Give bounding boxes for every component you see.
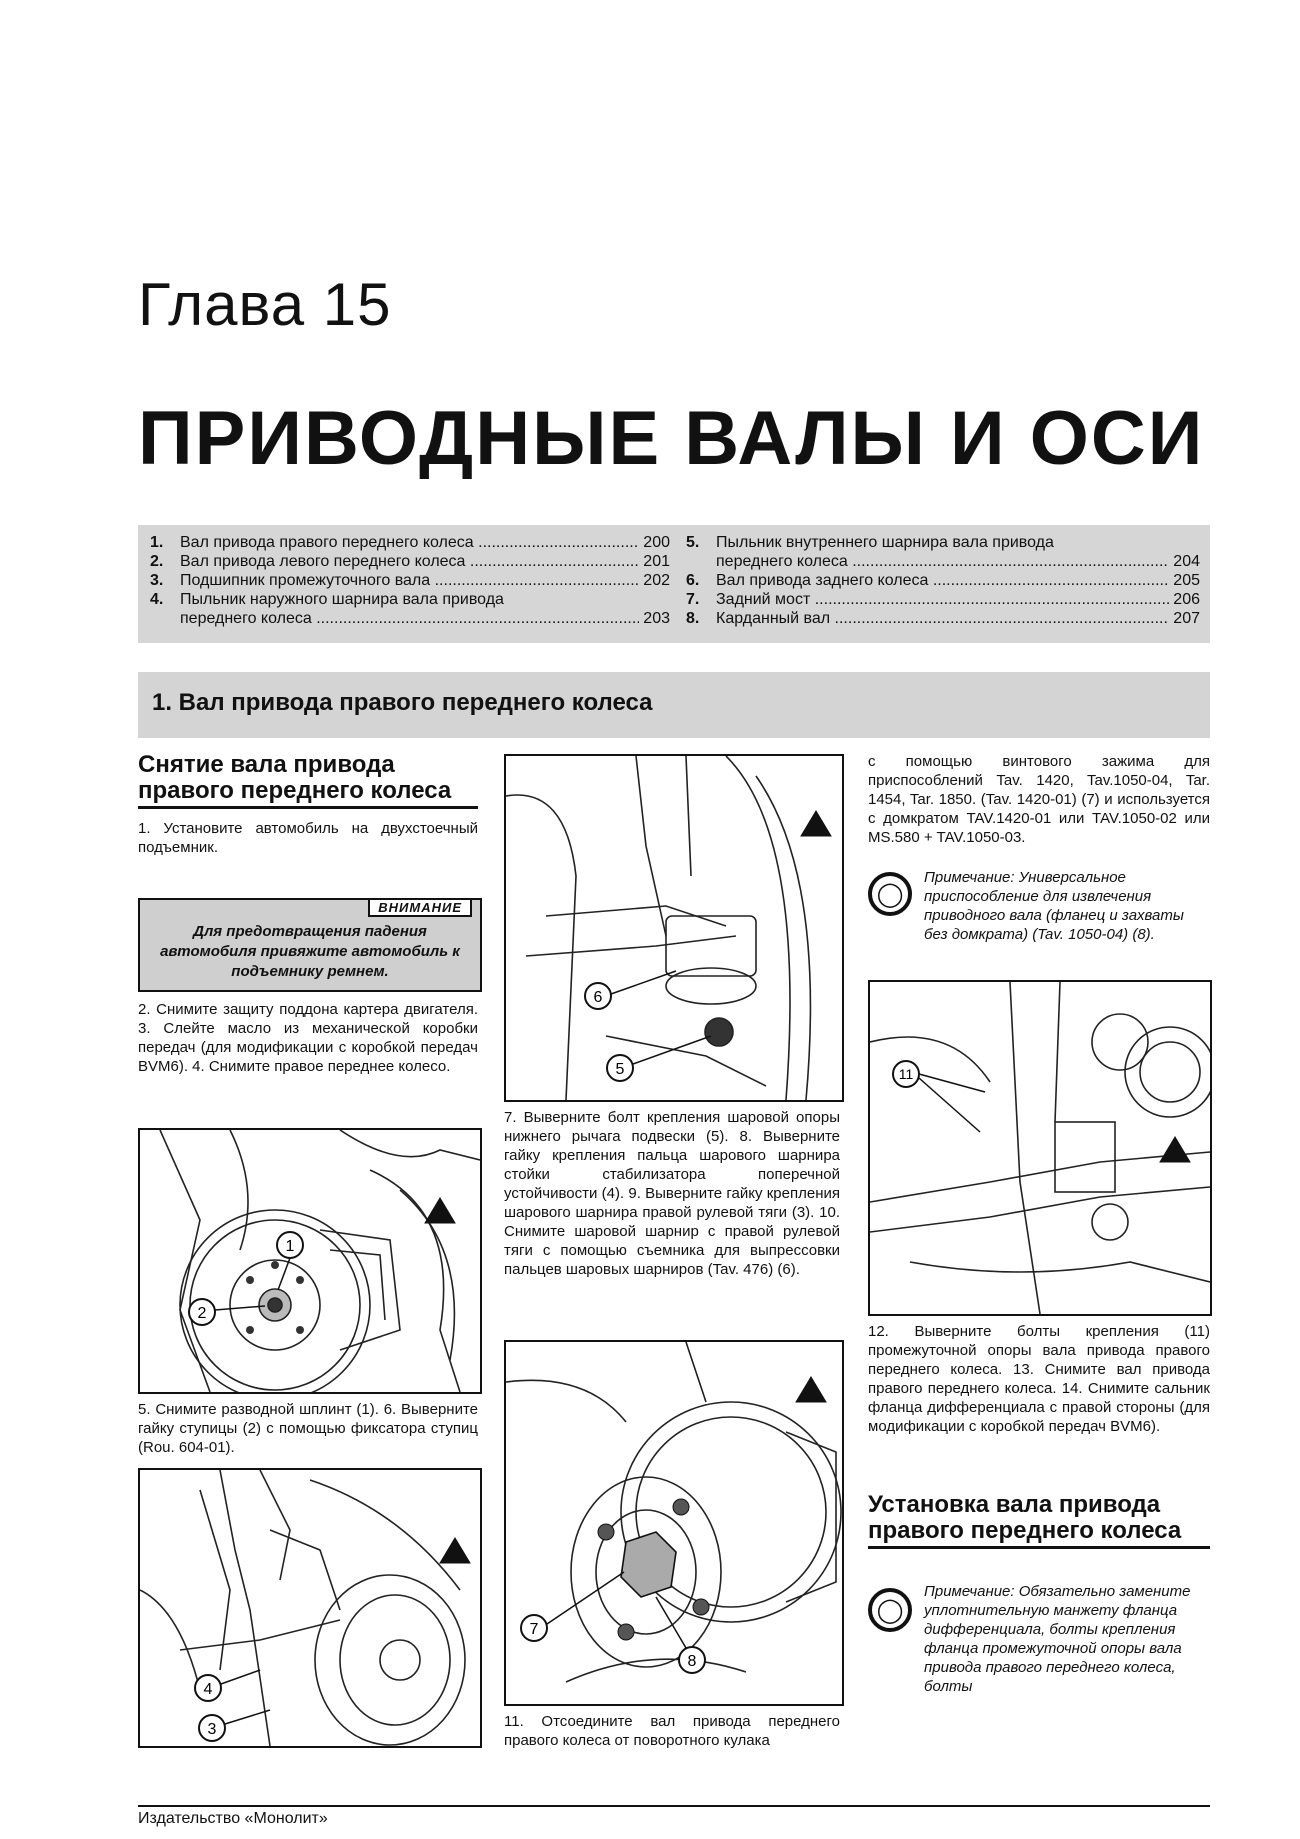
svg-text:6: 6: [593, 989, 603, 1006]
figure-suspension-knuckle: [138, 1468, 482, 1748]
callout-2: [189, 1299, 265, 1325]
figure-lower-arm-joint: [504, 754, 844, 1102]
toc-item[interactable]: 8. Карданный вал ..... 207: [686, 609, 1200, 628]
note-1: [868, 868, 1210, 960]
section-heading: 1. Вал привода правого переднего колеса: [152, 689, 653, 716]
toc-item[interactable]: 6. Вал привода заднего колеса ..... 205: [686, 571, 1200, 590]
figure-intermediate-bearing: [868, 980, 1212, 1316]
brake-disc-illustration: [140, 1130, 480, 1392]
svg-text:1: 1: [285, 1238, 295, 1255]
svg-text:2: 2: [197, 1305, 207, 1322]
toc-left-column: [150, 533, 670, 628]
svg-text:3: 3: [207, 1721, 217, 1738]
figure-brake-disc: [138, 1128, 482, 1394]
table-of-contents: [138, 525, 1210, 643]
step-1: 1. Установите автомобиль на двухстоечный подъемник.: [138, 820, 478, 856]
callout-11: [893, 1061, 985, 1132]
removal-heading-block: [138, 752, 478, 857]
steps-12-14: 12. Выверните болты крепления (11) промежуточной опоры вала привода правого переднего колеса. 13. Снимите вал привода правого переднего колеса. 14. Снимите сальник фланца дифференциала с правой стороны (для модификации с коробкой передач BVM6).: [868, 1323, 1210, 1435]
callout-5: [607, 1036, 711, 1081]
extraction-tool-illustration: [506, 1342, 842, 1704]
lightbulb-icon: ◯: [868, 872, 912, 916]
step-11: 11. Отсоедините вал привода переднего правого колеса от поворотного кулака: [504, 1713, 840, 1749]
svg-text:5: 5: [615, 1061, 625, 1078]
toc-item[interactable]: 1. Вал привода правого переднего колеса ..... 200: [150, 533, 670, 552]
steps-5-6: 5. Снимите разводной шплинт (1). 6. Выверните гайку ступицы (2) с помощью фиксатора ступиц (Rou. 604-01).: [138, 1401, 478, 1456]
svg-text:11: 11: [898, 1066, 914, 1082]
warning-label: ВНИМАНИЕ: [368, 898, 472, 917]
toc-item[interactable]: 4. Пыльник наружного шарнира вала привода: [150, 591, 504, 608]
note-1-text: Универсальное приспособление для извлечения приводного вала (фланец и захваты без домкрата) (Tav. 1050-04) (8).: [924, 869, 1184, 943]
toc-item[interactable]: 3. Подшипник промежуточного вала ..... 202: [150, 571, 670, 590]
note-2-text: Обязательно замените уплотнительную манжету фланца дифференциала, болты крепления фланца промежуточной опоры вала привода правого переднего колеса, болты: [924, 1583, 1191, 1695]
svg-text:7: 7: [529, 1621, 539, 1638]
chapter-number: Глава 15: [138, 271, 392, 338]
figure-shaft-extraction: [504, 1340, 844, 1706]
steps-2-4: 2. Снимите защиту поддона картера двигателя. 3. Слейте масло из механической коробки передач (для модификации с коробкой передач BVM6). 4. Снимите правое переднее колесо.: [138, 1001, 478, 1075]
installation-heading: Установка вала привода правого переднего колеса: [868, 1492, 1210, 1549]
continuation-text: с помощью винтового зажима для приспособлений Tav. 1420, Tav.1050-04, Tar. 1454, Tar. 1850. (Tav. 1420-01) (7) и используется с домкратом TAV.1420-01 или TAV.1050-02 или MS.580 + TAV.1050-03.: [868, 753, 1210, 846]
note-1-label: Примечание:: [924, 869, 1015, 886]
toc-item-continuation[interactable]: переднего колеса ..... 204: [686, 552, 1200, 571]
removal-heading: Снятие вала привода правого переднего колеса: [138, 752, 478, 809]
installation-heading-block: [868, 1492, 1210, 1549]
section-heading-bar: [138, 672, 1210, 738]
note-2: [868, 1582, 1210, 1722]
footer-divider: [138, 1805, 1210, 1807]
lower-arm-illustration: [506, 756, 842, 1100]
toc-right-column: [686, 533, 1200, 628]
warning-box: [138, 898, 482, 992]
warning-text: Для предотвращения падения автомобиля привяжите автомобиль к подъемнику ремнем.: [160, 923, 460, 980]
chapter-title: ПРИВОДНЫЕ ВАЛЫ И ОСИ: [138, 396, 1205, 481]
svg-text:8: 8: [687, 1653, 697, 1670]
steps-7-10: 7. Выверните болт крепления шаровой опоры нижнего рычага подвески (5). 8. Выверните гайку крепления пальца шарового шарнира стойки стабилизатора поперечной устойчивости (4). 9. Выверните гайку крепления шарового шарнира правой рулевой тяги (3). 10. Снимите шаровой шарнир с правой рулевой тяги с помощью съемника для выпрессовки пальцев шаровых шарниров (Tav. 476) (6).: [504, 1109, 840, 1278]
toc-item-continuation[interactable]: переднего колеса ..... 203: [150, 609, 670, 628]
callout-3: [199, 1710, 270, 1741]
bearing-illustration: [870, 982, 1210, 1314]
suspension-illustration: [140, 1470, 480, 1746]
callout-4: [195, 1670, 260, 1701]
callout-6: [585, 971, 676, 1009]
svg-text:4: 4: [203, 1681, 213, 1698]
toc-item[interactable]: 5. Пыльник внутреннего шарнира вала привода: [686, 534, 1054, 551]
toc-item[interactable]: 7. Задний мост ..... 206: [686, 590, 1200, 609]
toc-item[interactable]: 2. Вал привода левого переднего колеса ..... 201: [150, 552, 670, 571]
note-2-body: [924, 1582, 1210, 1696]
note-1-body: [924, 868, 1210, 944]
note-2-label: Примечание:: [924, 1583, 1015, 1600]
lightbulb-icon: ◯: [868, 1588, 912, 1632]
callout-7: [521, 1572, 624, 1641]
publisher-footer: Издательство «Монолит»: [138, 1810, 328, 1827]
